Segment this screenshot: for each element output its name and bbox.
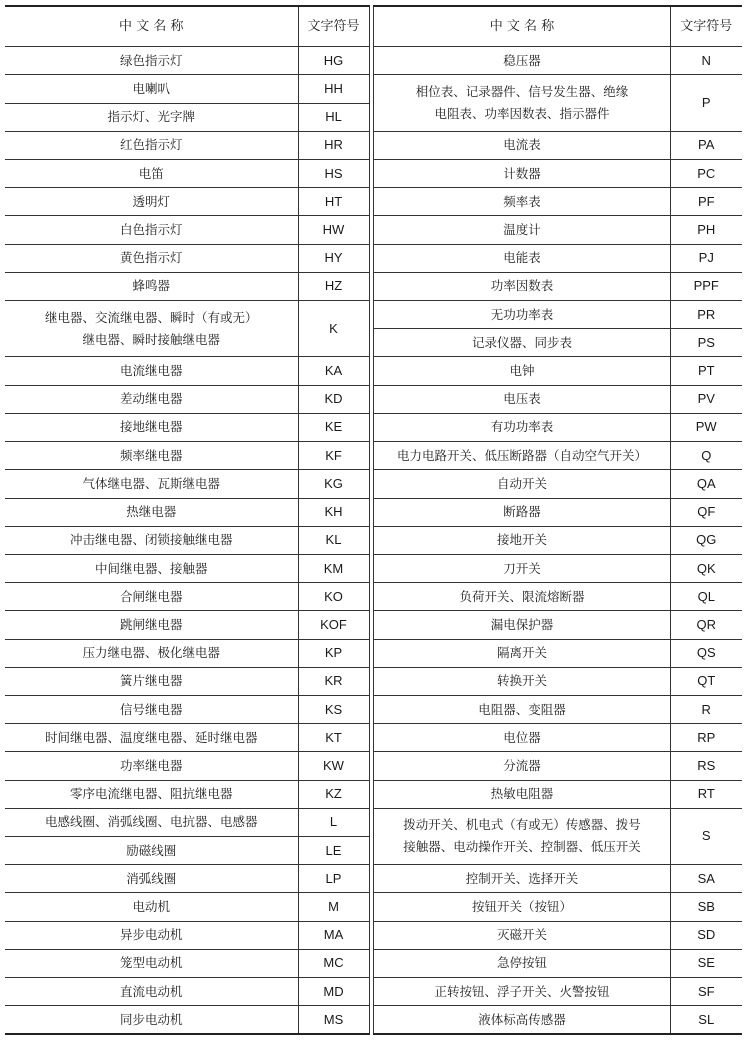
item-name: 记录仪器、同步表 xyxy=(374,329,671,357)
table-row xyxy=(5,724,369,752)
item-symbol: RS xyxy=(671,752,742,780)
item-symbol: SE xyxy=(671,949,742,977)
item-name: 自动开关 xyxy=(374,470,671,498)
item-name: 指示灯、光字牌 xyxy=(5,103,298,131)
item-symbol: PJ xyxy=(671,244,742,272)
item-name: 电动机 xyxy=(5,893,298,921)
item-symbol: KP xyxy=(298,639,369,667)
table-row xyxy=(5,216,369,244)
item-symbol: QT xyxy=(671,667,742,695)
item-name: 白色指示灯 xyxy=(5,216,298,244)
item-name: 电感线圈、消弧线圈、电抗器、电感器 xyxy=(5,808,298,836)
item-symbol: KW xyxy=(298,752,369,780)
item-symbol: SL xyxy=(671,1006,742,1034)
item-name: 励磁线圈 xyxy=(5,836,298,864)
item-symbol: QR xyxy=(671,611,742,639)
table-row xyxy=(374,385,742,413)
table-row xyxy=(5,498,369,526)
item-name: 中间继电器、接触器 xyxy=(5,554,298,582)
table-row xyxy=(5,385,369,413)
table-row xyxy=(374,865,742,893)
item-name: 功率因数表 xyxy=(374,272,671,300)
item-symbol: QG xyxy=(671,526,742,554)
table-row xyxy=(5,47,369,75)
item-symbol: KS xyxy=(298,695,369,723)
table-row xyxy=(374,667,742,695)
item-symbol: QK xyxy=(671,554,742,582)
table-row xyxy=(374,949,742,977)
table-row xyxy=(374,413,742,441)
table-row xyxy=(5,639,369,667)
table-row xyxy=(5,977,369,1005)
symbol-table xyxy=(5,5,741,1035)
item-symbol: HL xyxy=(298,103,369,131)
table-row xyxy=(374,724,742,752)
table-row xyxy=(5,272,369,300)
item-name: 消弧线圈 xyxy=(5,865,298,893)
item-symbol: KR xyxy=(298,667,369,695)
item-name: 蜂鸣器 xyxy=(5,272,298,300)
item-name: 温度计 xyxy=(374,216,671,244)
item-name: 冲击继电器、闭锁接触继电器 xyxy=(5,526,298,554)
item-symbol: PS xyxy=(671,329,742,357)
table-row xyxy=(374,244,742,272)
item-symbol: KD xyxy=(298,385,369,413)
item-name: 相位表、记录器件、信号发生器、绝缘 电阻表、功率因数表、指示器件 xyxy=(374,75,671,131)
item-symbol: KA xyxy=(298,357,369,385)
item-name: 频率表 xyxy=(374,188,671,216)
table-row xyxy=(374,526,742,554)
table-row xyxy=(374,216,742,244)
item-symbol: HG xyxy=(298,47,369,75)
item-symbol: KZ xyxy=(298,780,369,808)
item-symbol: PR xyxy=(671,301,742,329)
table-row xyxy=(374,611,742,639)
item-symbol: QF xyxy=(671,498,742,526)
item-symbol: N xyxy=(671,47,742,75)
item-symbol: MA xyxy=(298,921,369,949)
item-name: 绿色指示灯 xyxy=(5,47,298,75)
item-symbol: LP xyxy=(298,865,369,893)
item-name: 分流器 xyxy=(374,752,671,780)
item-name: 直流电动机 xyxy=(5,977,298,1005)
table-row xyxy=(374,780,742,808)
table-row xyxy=(5,893,369,921)
table-row xyxy=(374,272,742,300)
table-row xyxy=(374,808,742,836)
item-symbol: MC xyxy=(298,949,369,977)
table-row xyxy=(5,103,369,131)
table-row xyxy=(5,1006,369,1034)
item-symbol: PA xyxy=(671,131,742,159)
item-symbol: MD xyxy=(298,977,369,1005)
item-name: 热继电器 xyxy=(5,498,298,526)
item-name: 拨动开关、机电式（有或无）传感器、拨号 接触器、电动操作开关、控制器、低压开关 xyxy=(374,808,671,864)
item-name: 时间继电器、温度继电器、延时继电器 xyxy=(5,724,298,752)
item-symbol: QA xyxy=(671,470,742,498)
table-row xyxy=(5,160,369,188)
table-row xyxy=(374,301,742,329)
table-row xyxy=(5,75,369,103)
item-name: 透明灯 xyxy=(5,188,298,216)
table-row xyxy=(374,47,742,75)
table-row xyxy=(374,752,742,780)
item-name: 气体继电器、瓦斯继电器 xyxy=(5,470,298,498)
item-name: 异步电动机 xyxy=(5,921,298,949)
item-name: 跳闸继电器 xyxy=(5,611,298,639)
table-row xyxy=(374,977,742,1005)
table-row xyxy=(5,836,369,864)
item-symbol: SD xyxy=(671,921,742,949)
item-name: 合闸继电器 xyxy=(5,583,298,611)
item-symbol: P xyxy=(671,75,742,131)
item-name: 压力继电器、极化继电器 xyxy=(5,639,298,667)
table-row xyxy=(374,498,742,526)
table-row xyxy=(5,752,369,780)
header-row xyxy=(374,6,742,47)
table-row xyxy=(374,554,742,582)
item-symbol: SA xyxy=(671,865,742,893)
item-name: 正转按钮、浮子开关、火警按钮 xyxy=(374,977,671,1005)
item-name: 稳压器 xyxy=(374,47,671,75)
item-name: 电钟 xyxy=(374,357,671,385)
item-symbol: K xyxy=(298,301,369,357)
table-row xyxy=(5,131,369,159)
table-row xyxy=(5,188,369,216)
table-row xyxy=(374,583,742,611)
item-name: 有功功率表 xyxy=(374,413,671,441)
item-name: 按钮开关（按钮） xyxy=(374,893,671,921)
item-symbol: HS xyxy=(298,160,369,188)
item-symbol: SB xyxy=(671,893,742,921)
table-row xyxy=(374,329,742,357)
item-name: 隔离开关 xyxy=(374,639,671,667)
item-symbol: LE xyxy=(298,836,369,864)
table-row xyxy=(5,244,369,272)
item-symbol: KO xyxy=(298,583,369,611)
item-symbol: KT xyxy=(298,724,369,752)
item-name: 转换开关 xyxy=(374,667,671,695)
item-name: 负荷开关、限流熔断器 xyxy=(374,583,671,611)
table-row xyxy=(374,639,742,667)
header-row xyxy=(5,6,369,47)
item-name: 急停按钮 xyxy=(374,949,671,977)
item-name: 电力电路开关、低压断路器（自动空气开关） xyxy=(374,442,671,470)
table-row xyxy=(5,583,369,611)
item-symbol: PF xyxy=(671,188,742,216)
table-row xyxy=(5,611,369,639)
item-symbol: HW xyxy=(298,216,369,244)
item-name: 接地开关 xyxy=(374,526,671,554)
item-name: 红色指示灯 xyxy=(5,131,298,159)
table-row xyxy=(5,301,369,329)
item-symbol: PC xyxy=(671,160,742,188)
right-half-table xyxy=(373,5,742,1035)
item-symbol: HZ xyxy=(298,272,369,300)
item-symbol: HH xyxy=(298,75,369,103)
header-name: 中 文 名 称 xyxy=(374,6,671,47)
item-symbol: MS xyxy=(298,1006,369,1034)
item-symbol: RT xyxy=(671,780,742,808)
table-row xyxy=(374,1006,742,1034)
table-row xyxy=(5,442,369,470)
item-symbol: PPF xyxy=(671,272,742,300)
table-row xyxy=(5,695,369,723)
item-name: 灭磁开关 xyxy=(374,921,671,949)
item-symbol: HT xyxy=(298,188,369,216)
item-name: 电笛 xyxy=(5,160,298,188)
item-name: 电能表 xyxy=(374,244,671,272)
item-symbol: L xyxy=(298,808,369,836)
table-row xyxy=(374,695,742,723)
item-symbol: PW xyxy=(671,413,742,441)
table-row xyxy=(5,554,369,582)
item-name: 功率继电器 xyxy=(5,752,298,780)
table-row xyxy=(5,921,369,949)
item-symbol: KL xyxy=(298,526,369,554)
table-row xyxy=(374,188,742,216)
item-name: 同步电动机 xyxy=(5,1006,298,1034)
item-symbol: PV xyxy=(671,385,742,413)
item-symbol: QS xyxy=(671,639,742,667)
item-symbol: S xyxy=(671,808,742,864)
item-name: 电喇叭 xyxy=(5,75,298,103)
table-row xyxy=(5,526,369,554)
item-symbol: KF xyxy=(298,442,369,470)
table-row xyxy=(5,413,369,441)
table-row xyxy=(374,470,742,498)
left-half-table xyxy=(5,5,370,1035)
item-symbol: PT xyxy=(671,357,742,385)
table-row xyxy=(374,442,742,470)
table-row xyxy=(5,357,369,385)
item-name: 电流表 xyxy=(374,131,671,159)
item-name: 继电器、交流继电器、瞬时（有或无） 继电器、瞬时接触继电器 xyxy=(5,301,298,357)
item-symbol: KE xyxy=(298,413,369,441)
item-symbol: RP xyxy=(671,724,742,752)
table-row xyxy=(374,160,742,188)
item-symbol: KM xyxy=(298,554,369,582)
item-name: 黄色指示灯 xyxy=(5,244,298,272)
item-symbol: HR xyxy=(298,131,369,159)
item-name: 热敏电阻器 xyxy=(374,780,671,808)
item-name: 液体标高传感器 xyxy=(374,1006,671,1034)
item-symbol: M xyxy=(298,893,369,921)
item-name: 无功功率表 xyxy=(374,301,671,329)
item-name: 笼型电动机 xyxy=(5,949,298,977)
header-name: 中 文 名 称 xyxy=(5,6,298,47)
item-name: 接地继电器 xyxy=(5,413,298,441)
table-row xyxy=(5,780,369,808)
item-name: 断路器 xyxy=(374,498,671,526)
table-row xyxy=(5,667,369,695)
item-symbol: KG xyxy=(298,470,369,498)
item-symbol: SF xyxy=(671,977,742,1005)
item-symbol: PH xyxy=(671,216,742,244)
item-name: 刀开关 xyxy=(374,554,671,582)
item-name: 零序电流继电器、阻抗继电器 xyxy=(5,780,298,808)
table-row xyxy=(374,131,742,159)
item-name: 计数器 xyxy=(374,160,671,188)
item-symbol: KH xyxy=(298,498,369,526)
item-name: 频率继电器 xyxy=(5,442,298,470)
item-name: 差动继电器 xyxy=(5,385,298,413)
item-name: 信号继电器 xyxy=(5,695,298,723)
item-symbol: QL xyxy=(671,583,742,611)
item-name: 控制开关、选择开关 xyxy=(374,865,671,893)
table-row xyxy=(374,75,742,103)
table-row xyxy=(5,470,369,498)
table-row xyxy=(5,865,369,893)
table-row xyxy=(374,921,742,949)
header-symbol: 文字符号 xyxy=(671,6,742,47)
item-name: 电压表 xyxy=(374,385,671,413)
header-symbol: 文字符号 xyxy=(298,6,369,47)
item-name: 电位器 xyxy=(374,724,671,752)
item-symbol: HY xyxy=(298,244,369,272)
item-name: 漏电保护器 xyxy=(374,611,671,639)
item-symbol: Q xyxy=(671,442,742,470)
table-row xyxy=(374,357,742,385)
item-symbol: KOF xyxy=(298,611,369,639)
item-name: 电阻器、变阻器 xyxy=(374,695,671,723)
table-row xyxy=(374,893,742,921)
table-row xyxy=(5,949,369,977)
item-name: 电流继电器 xyxy=(5,357,298,385)
table-row xyxy=(5,808,369,836)
item-name: 簧片继电器 xyxy=(5,667,298,695)
item-symbol: R xyxy=(671,695,742,723)
